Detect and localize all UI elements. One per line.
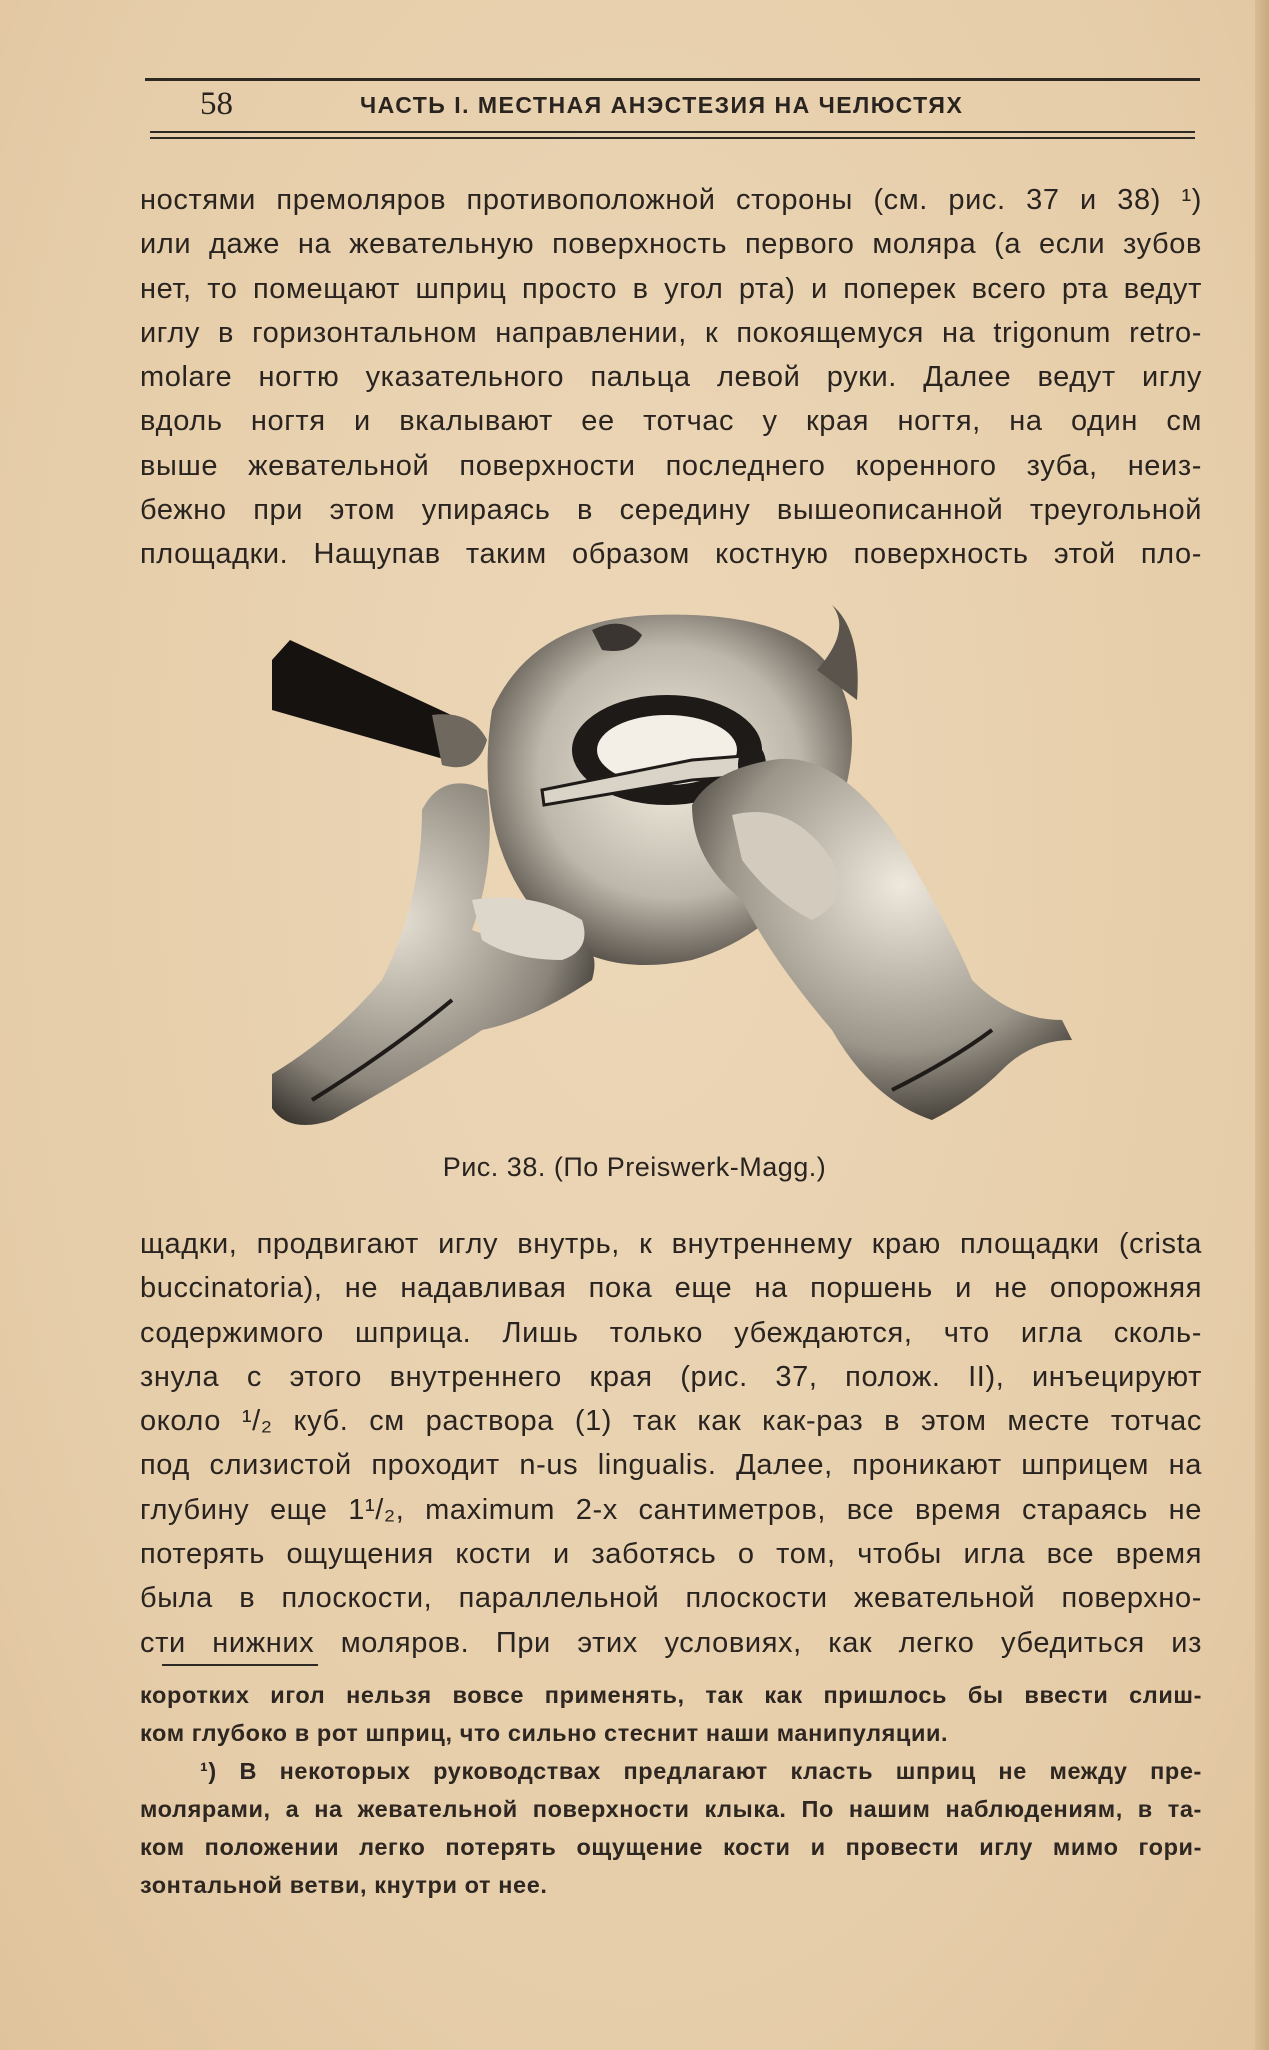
text-line: ностями премоляров противоположной стороны (см. рис. 37 и 38) ¹) <box>140 184 1202 216</box>
text-line: потерять ощущения кости и заботясь о том, чтобы игла все время <box>140 1538 1202 1571</box>
text-line: была в плоскости, параллельной плоскости жевательной поверхно- <box>140 1582 1202 1615</box>
header-rule-top <box>145 78 1200 81</box>
footnote-line: ком глубоко в рот шприц, что сильно стеснит наши манипуляции. <box>140 1720 949 1746</box>
text-line: вдоль ногтя и вкалывают ее тотчас у края ногтя, на один см <box>140 405 1202 438</box>
page-edge-shadow <box>1255 0 1269 2050</box>
text-line: или даже на жевательную поверхность первого моляра (а если зубов <box>140 228 1202 261</box>
text-line: бежно при этом упираясь в середину вышеописанной треугольной <box>140 494 1202 527</box>
page-header <box>145 84 1200 124</box>
header-rule-bottom <box>150 131 1195 139</box>
footnotes <box>140 1676 1202 1904</box>
footnote-line: коротких игол нельзя вовсе применять, так как пришлось бы ввести слиш- <box>140 1682 1202 1708</box>
mouth-mirror-handle <box>272 640 462 760</box>
text-line: глубину еще 1¹/₂, maximum 2-х сантиметров, все время стараясь не <box>140 1493 1202 1526</box>
text-line: выше жевательной поверхности последнего коренного зуба, неиз- <box>140 449 1202 482</box>
footnote-line: зонтальной ветви, кнутри от нее. <box>140 1872 548 1898</box>
text-line: содержимого шприца. Лишь только убеждаются, что игла сколь- <box>140 1316 1202 1349</box>
figure-caption: Рис. 38. (По Preiswerk-Magg.) <box>442 1152 827 1182</box>
paragraph-bottom <box>140 1222 1202 1665</box>
footnote-rule <box>162 1664 318 1666</box>
text-line: buccinatoria), не надавливая пока еще на поршень и не опорожняя <box>140 1272 1202 1305</box>
page-number: 58 <box>200 86 233 122</box>
text-line: площадки. Нащупав таким образом костную поверхность этой пло- <box>140 538 1202 571</box>
text-line: иглу в горизонтальном направлении, к покоящемуся на trigonum retro- <box>140 316 1202 349</box>
footnote-line: молярами, а на жевательной поверхности клыка. По нашим наблюдениям, в та- <box>140 1796 1202 1822</box>
dental-injection-illustration <box>272 600 1082 1140</box>
text-line: нет, то помещают шприц просто в угол рта) и поперек всего рта ведут <box>140 272 1202 305</box>
text-line: molare ногтю указательного пальца левой руки. Далее ведут иглу <box>140 361 1202 394</box>
text-line: около ¹/₂ куб. см раствора (1) так как как-раз в этом месте тотчас <box>140 1405 1202 1438</box>
text-line: сти нижних моляров. При этих условиях, как легко убедиться из <box>140 1626 1202 1659</box>
text-line: знула с этого внутреннего края (рис. 37, полож. II), инъецируют <box>140 1360 1202 1393</box>
text-line: щадки, продвигают иглу внутрь, к внутреннему краю площадки (crista <box>140 1228 1202 1260</box>
footnote-line: ком положении легко потерять ощущение кости и провести иглу мимо гори- <box>140 1834 1202 1860</box>
running-head: ЧАСТЬ I. МЕСТНАЯ АНЭСТЕЗИЯ НА ЧЕЛЮСТЯХ <box>360 92 964 118</box>
footnote-line: ¹) В некоторых руководствах предлагают класть шприц не между пре- <box>200 1758 1202 1784</box>
paragraph-top <box>140 178 1202 577</box>
text-line: под слизистой проходит n-us lingualis. Далее, проникают шприцем на <box>140 1449 1202 1482</box>
